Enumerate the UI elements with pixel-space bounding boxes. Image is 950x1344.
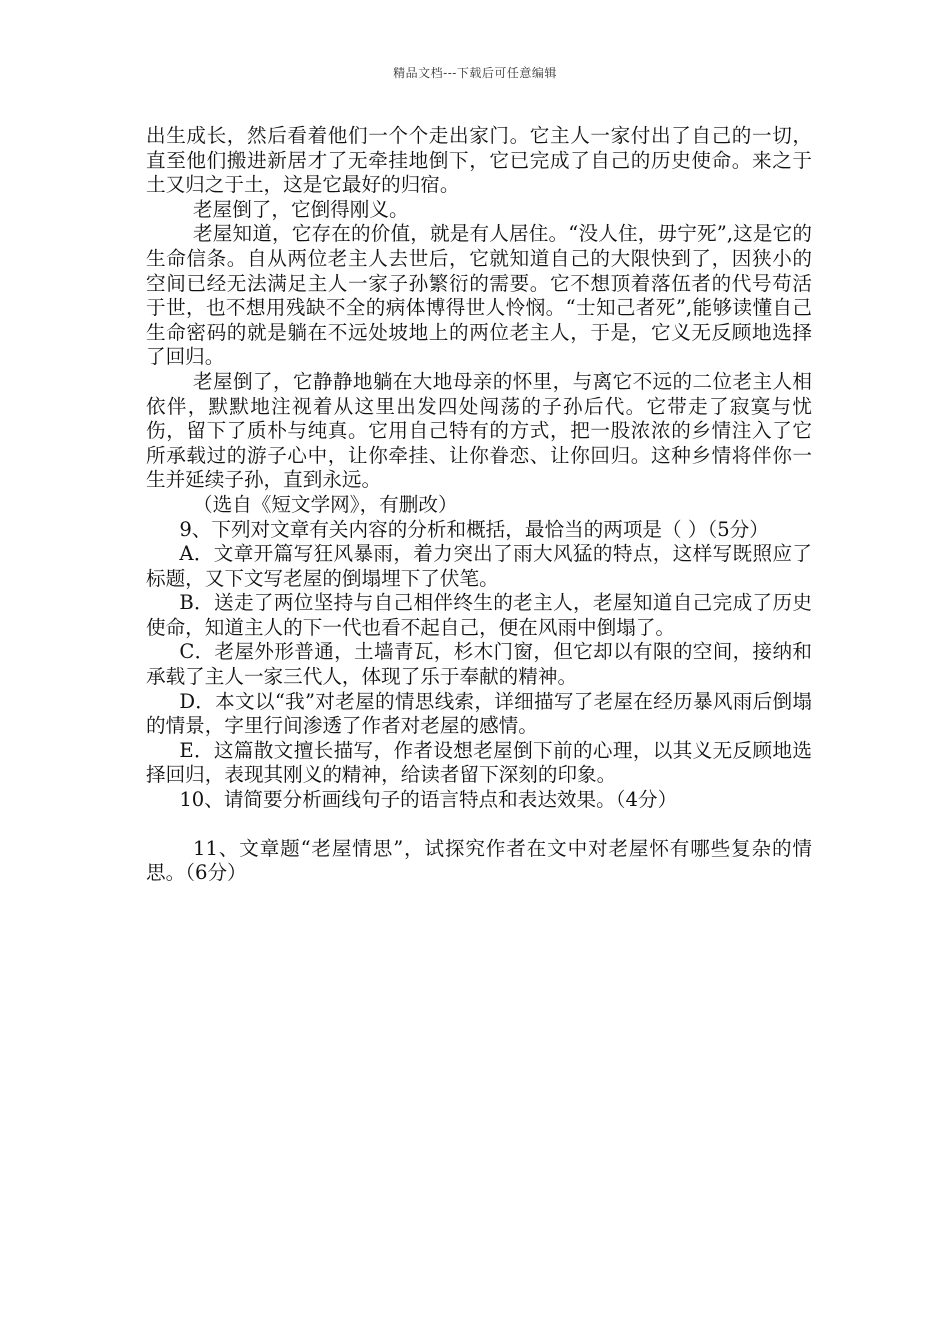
paragraph: 老屋倒了，它倒得刚义。 (193, 197, 409, 221)
source-note: （选自《短文学网》，有删改） (193, 492, 458, 516)
paragraph: 老屋知道，它存在的价值，就是有人居住。“没人住，毋宁死”,这是它的生命信条。自从两位老主人去世后，它就知道自己的大限快到了，因狭小的空间已经无法满足主人一家子孙繁衍的需要。它不想顶着落伍者的代号苟活于世，也不想用残缺不全的病体博得世人怜悯。“士知己者死”,能够读懂自己生命密码的就是躺在不远处坡地上的两位老主人，于是，它义无反顾地选择了回归。 (146, 222, 812, 369)
document-body (146, 124, 812, 886)
option-d: D．本文以“我”对老屋的情思线索，详细描写了老屋在经历暴风雨后倒塌的情景，字里行间渗透了作者对老屋的感情。 (146, 689, 812, 738)
option-c: C．老屋外形普通，土墙青瓦，杉木门窗，但它却以有限的空间，接纳和承载了主人一家三代人，体现了乐于奉献的精神。 (146, 640, 812, 689)
question-10: 10、请简要分析画线句子的语言特点和表达效果。（4分） (179, 788, 678, 812)
question-9: 9、下列对文章有关内容的分析和概括，最恰当的两项是（ ）（5分） (179, 517, 769, 541)
paragraph: 出生成长，然后看着他们一个个走出家门。它主人一家付出了自己的一切，直至他们搬进新居才了无牵挂地倒下，它已完成了自己的历史使命。来之于土又归之于土，这是它最好的归宿。 (146, 124, 812, 197)
page-header: 精品文档---下载后可任意编辑 (393, 66, 557, 80)
option-a: A．文章开篇写狂风暴雨，着力突出了雨大风猛的特点，这样写既照应了标题，又下文写老屋的倒塌埋下了伏笔。 (146, 542, 812, 590)
option-b: B．送走了两位坚持与自己相伴终生的老主人，老屋知道自己完成了历史使命，知道主人的下一代也看不起自己，便在风雨中倒塌了。 (146, 591, 812, 639)
answer-space (146, 813, 812, 837)
question-11: 11、文章题“老屋情思”，试探究作者在文中对老屋怀有哪些复杂的情思。（6分） (146, 836, 812, 885)
paragraph: 老屋倒了，它静静地躺在大地母亲的怀里，与离它不远的二位老主人相依伴，默默地注视着从这里出发四处闯荡的子孙后代。它带走了寂寞与忧伤，留下了质朴与纯真。它用自己特有的方式，把一股浓浓的乡情注入了它所承载过的游子心中，让你牵挂、让你眷恋、让你回归。这种乡情将伴你一生并延续子孙，直到永远。 (146, 369, 812, 492)
option-e: E．这篇散文擅长描写，作者设想老屋倒下前的心理，以其义无反顾地选择回归，表现其刚义的精神，给读者留下深刻的印象。 (146, 738, 812, 787)
